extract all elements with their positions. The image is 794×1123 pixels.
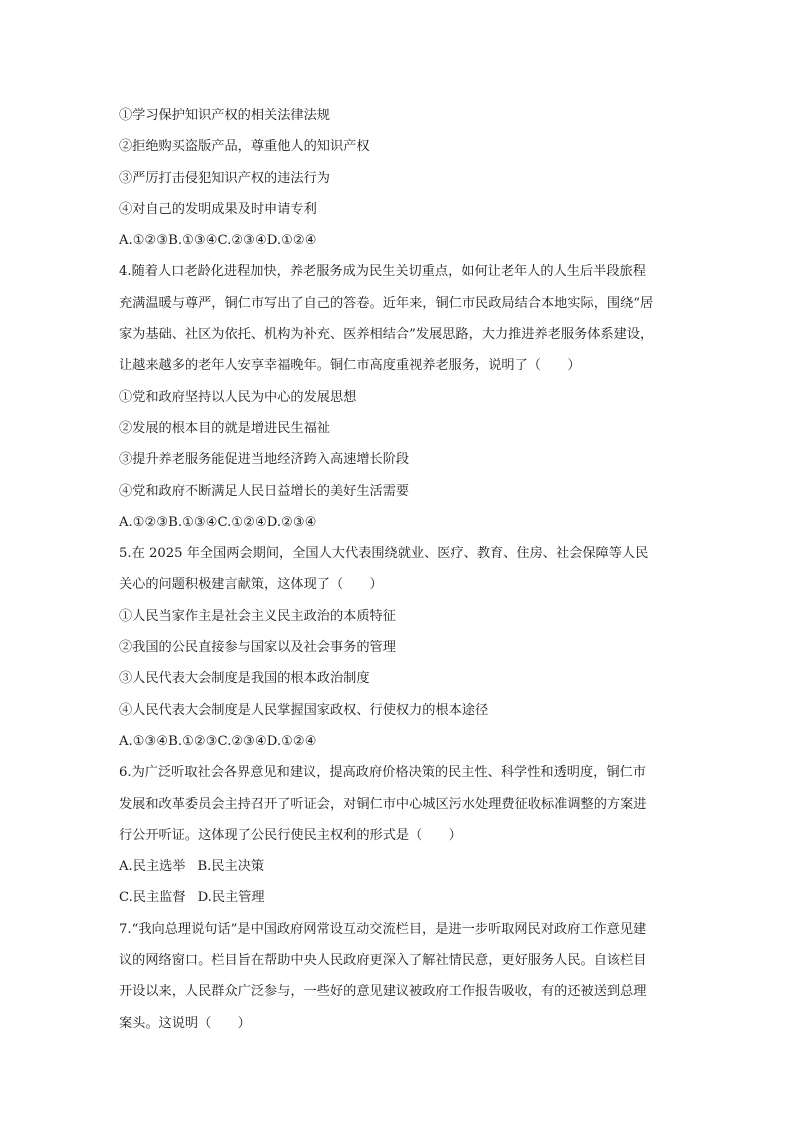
q3-item-2: ②拒绝购买盗版产品，尊重他人的知识产权 <box>119 139 370 155</box>
q4-stem-line-2: 充满温暖与尊严，铜仁市写出了自己的答卷。近年来，铜仁市民政局结合本地实际，围绕“居 <box>119 295 654 311</box>
q4-stem-line-1: 4.随着人口老龄化进程加快，养老服务成为民生关切重点，如何让老年人的人生后半段旅程 <box>119 264 646 280</box>
q6-option-d: D.民主管理 <box>197 890 265 906</box>
q6-stem-line-1: 6.为广泛听取社会各界意见和建议，提高政府价格决策的民主性、科学性和透明度，铜仁市 <box>119 765 646 781</box>
q7-stem-line-3: 开设以来，人民群众广泛参与，一些好的意见建议被政府工作报告吸收，有的还被送到总理 <box>119 984 647 1000</box>
q4-stem-line-3: 家为基础、社区为依托、机构为补充、医养相结合”发展思路，大力推进养老服务体系建设， <box>119 327 654 343</box>
q5-choices: A.①③④B.①②③C.②③④D.①②④ <box>119 733 317 749</box>
q4-stem-line-4: 让越来越多的老年人安享幸福晚年。铜仁市高度重视养老服务，说明了（ ） <box>119 358 581 374</box>
q7-stem-line-4: 案头。这说明（ ） <box>119 1015 251 1031</box>
q6-options-row-1 <box>119 851 685 882</box>
q6-option-b: B.民主决策 <box>197 859 265 875</box>
q4-choices: A.①②③B.①③④C.①②④D.②③④ <box>119 514 317 530</box>
question-3 <box>119 100 685 256</box>
q5-item-4: ④人民代表大会制度是人民掌握国家政权、行使权力的根本途径 <box>119 702 489 718</box>
q6-stem-line-3: 行公开听证。这体现了公民行使民主权利的形式是（ ） <box>119 827 462 843</box>
q6-options-row-2 <box>119 882 685 913</box>
q3-item-3: ③严厉打击侵犯知识产权的违法行为 <box>119 170 330 186</box>
q5-item-2: ②我国的公民直接参与国家以及社会事务的管理 <box>119 640 396 656</box>
q4-item-2: ②发展的根本目的就是增进民生福祉 <box>119 420 330 436</box>
q4-item-1: ①党和政府坚持以人民为中心的发展思想 <box>119 389 357 405</box>
q3-item-1: ①学习保护知识产权的相关法律法规 <box>119 108 330 123</box>
question-5 <box>119 538 685 757</box>
q6-option-c: C.民主监督 <box>119 890 186 906</box>
q3-choices: A.①②③B.①③④C.②③④D.①②④ <box>119 233 317 249</box>
question-7 <box>119 914 685 1039</box>
q5-item-3: ③人民代表大会制度是我国的根本政治制度 <box>119 671 370 687</box>
q7-stem-line-2: 议的网络窗口。栏目旨在帮助中央人民政府更深入了解社情民意，更好服务人民。自该栏目 <box>119 953 647 969</box>
q7-stem-line-1: 7.“我向总理说句话”是中国政府网常设互动交流栏目，是进一步听取网民对政府工作意见建 <box>119 921 647 937</box>
q4-item-3: ③提升养老服务能促进当地经济跨入高速增长阶段 <box>119 452 410 468</box>
q3-item-4: ④对自己的发明成果及时申请专利 <box>119 201 317 217</box>
q6-stem-line-2: 发展和改革委员会主持召开了听证会，对铜仁市中心城区污水处理费征收标准调整的方案进 <box>119 796 647 812</box>
q5-item-1: ①人民当家作主是社会主义民主政治的本质特征 <box>119 608 396 624</box>
q5-stem-line-2: 关心的问题积极建言献策，这体现了（ ） <box>119 577 383 593</box>
q5-stem-line-1: 5.在 2025 年全国两会期间，全国人大代表围绕就业、医疗、教育、住房、社会保障等人民 <box>119 546 649 562</box>
question-6 <box>119 757 685 913</box>
exam-page <box>119 100 685 1039</box>
q6-option-a: A.民主选举 <box>119 859 186 875</box>
q4-item-4: ④党和政府不断满足人民日益增长的美好生活需要 <box>119 483 410 499</box>
question-4 <box>119 256 685 538</box>
